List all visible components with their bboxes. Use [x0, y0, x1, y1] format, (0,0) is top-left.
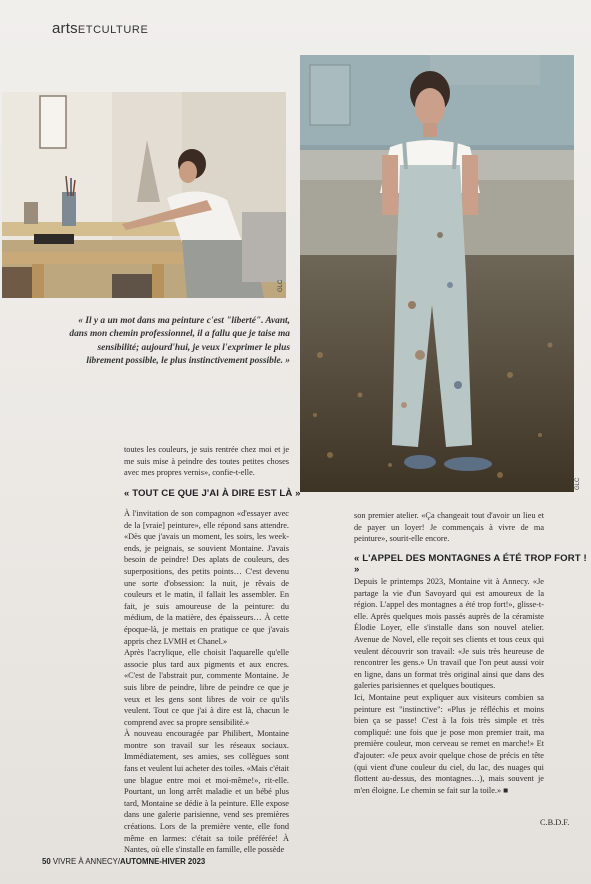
section-header: [52, 20, 148, 37]
col2-paragraph-1: Depuis le printemps 2023, Montaine vit à Annecy. «Je partage la vie d'un Savoyard qui est amoureux de la région. L'appel des montagnes a été trop fort!», glisse-t-elle. Après quelques mois passés auprès de la céramiste Élodie Loyer, elle s'installe dans son nouvel atelier. Avenue de Novel, elle reçoit ses clients et tous ceux qui veulent découvrir son travail: «Je suis très heureuse de rencontrer les gens.» Un travail que l'on peut aussi voir en ligne, dans un format très original ainsi que dans des galeries parisiennes et quelques boutiques.: [354, 577, 544, 691]
page-footer: [42, 857, 205, 866]
magazine-name: VIVRE À ANNECY: [52, 857, 118, 866]
section-label-arts: arts: [52, 20, 78, 37]
photo-credit-right: GLC: [575, 477, 581, 490]
photo-artist-portrait: [300, 55, 581, 492]
section-label-culture: ETCULTURE: [77, 24, 149, 36]
col2-continuation: son premier atelier. «Ça changeait tout d'avoir un lieu et de payer un loyer! Je commençais à vivre de ma peinture», sourit-elle encore.: [354, 511, 544, 544]
pull-quote: « Il y a un mot dans ma peinture c'est "liberté". Avant, dans mon chemin professionnel, il a fallu que je taise ma sensibilité; aujourd'hui, je veux l'exprimer le plus librement possible, le plus instinctivement possible. »: [69, 316, 290, 366]
article-column-2: [354, 576, 544, 796]
col2-paragraph-2: Ici, Montaine peut expliquer aux visiteurs combien sa peinture est "instinctive": «Plus je réfléchis et moins bien ça se passe! C'est à la fois très simple et très compliqué: une fois que je pose mon premier trait, ma première couleur, mon cerveau se remet en marche!» Et d'ajouter: «Je peux avoir quelque chose de précis en tête (qui vient d'une couleur du ciel, du lac, des nuages qui flottent au-dessus, des montagnes…), mais souvent je m'en éloigne. Le chemin se fait sur la toile.» ■: [354, 692, 544, 795]
photo-credit-left: GLC: [278, 279, 284, 292]
heading-appel-des-montagnes: « L'APPEL DES MONTAGNES A ÉTÉ TROP FORT ! »: [354, 553, 587, 575]
photo-artist-portrait-illustration: [300, 55, 574, 492]
photo-artist-painting-illustration: [2, 92, 286, 298]
col1-paragraph-3: À nouveau encouragée par Philibert, Montaine montre son travail sur les réseaux sociaux. Immédiatement, ses amies, ses collègues sont fans et veulent lui acheter des toiles. «Mais c'était une blague entre moi et moi-même!», rit-elle. Pourtant, un long arrêt maladie et un bébé plus tard, Montaine se dédie à la peinture. Elle expose dans une galerie parisienne, vend ses premières créations. Lors de la première vente, elle fond même en larmes: c'était sa toile préférée! À Nantes, où elle s'installe en famille, elle possède: [124, 729, 289, 855]
col1-continuation: toutes les couleurs, je suis rentrée chez moi et je me suis mise à peindre des toutes petites choses avec mes propres vernis», confie-t-elle.: [124, 445, 289, 478]
article-column-1: [124, 508, 289, 856]
photo-artist-painting: [2, 92, 286, 298]
page-number: 50: [42, 857, 51, 866]
issue-name: AUTOMNE-HIVER 2023: [120, 857, 206, 866]
author-signature: C.B.D.F.: [540, 818, 570, 827]
footer-separator: /: [117, 857, 121, 866]
col1-paragraph-2: Après l'acrylique, elle choisit l'aquarelle qu'elle associe plus tard aux pigments et aux encres. «C'est de l'abstrait pur, commente Montaine. Je suis libre de peindre, libre de peindre ce que je veux et les gens sont libres de voir ce qu'ils veulent. Tout ce que j'ai à dire est là, chacun le comprend avec sa propre sensibilité.»: [124, 648, 289, 727]
col1-paragraph-1: À l'invitation de son compagnon «d'essayer avec de la [vraie] peinture», elle répond sans attendre. «Dès que j'avais un moment, les soirs, les week-ends, je peignais, se souvient Montaine. J'avais besoin de peindre! Des aplats de couleurs, des superpositions, des petits points… C'est devenu une sorte d'obsession: la nuit, je rêvais de couleurs et le matin, il fallait les assembler. En fait, je suis amoureuse de la peinture: du médium, de la matière, des épaisseurs… À cette époque-là, je mettais en pratique ce que j'avais appris chez LVMH et Chanel.»: [124, 509, 289, 646]
heading-tout-ce-que: « TOUT CE QUE J'AI À DIRE EST LÀ »: [124, 488, 301, 499]
